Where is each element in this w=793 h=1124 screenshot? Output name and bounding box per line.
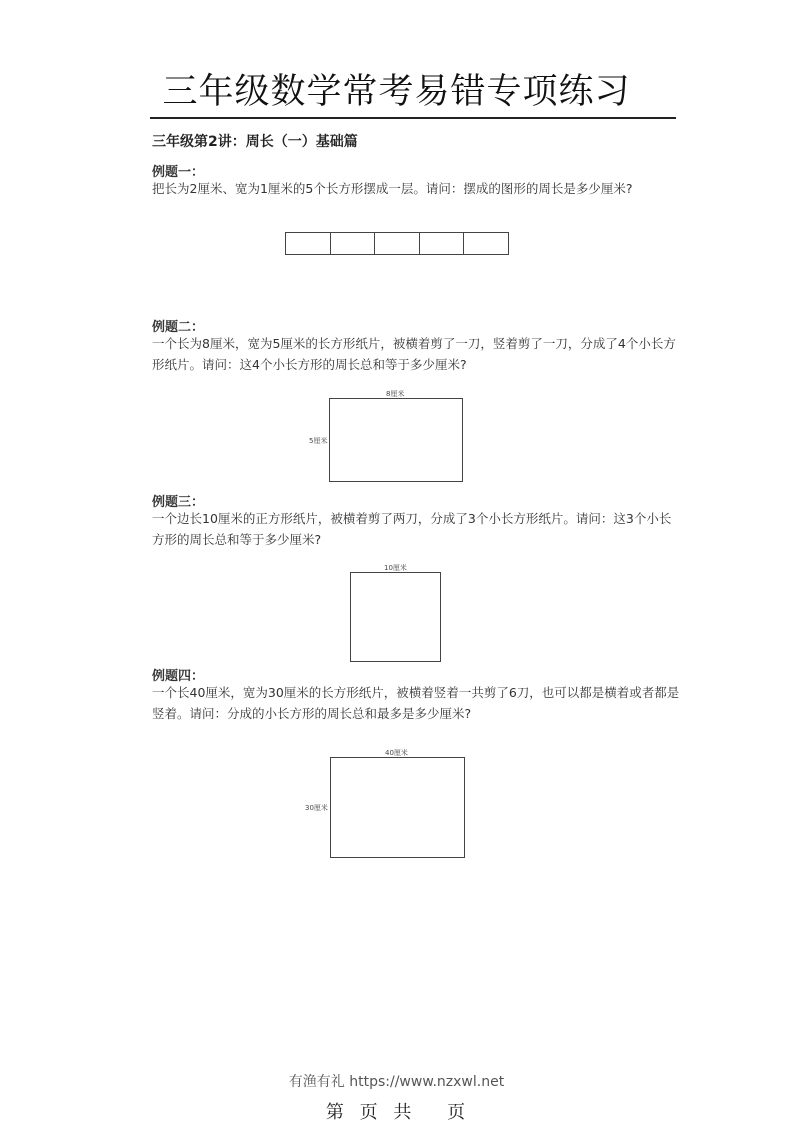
title-divider (150, 117, 676, 119)
example-4-text: 一个长40厘米，宽为30厘米的长方形纸片，被横着竖着一共剪了6刀，也可以都是横着或者都是竖着。请问：分成的小长方形的周长总和最多是多少厘米? (152, 685, 680, 721)
page-label-di: 第 (325, 1102, 346, 1123)
page-number-line (0, 1098, 793, 1124)
example-1-text: 把长为2厘米、宽为1厘米的5个长方形摆成一层。请问：摆成的图形的周长是多少厘米? (152, 181, 633, 196)
lesson-subtitle: 三年级第2讲：周长（一）基础篇 (152, 134, 358, 150)
example-3-square (350, 572, 441, 662)
rectangle-cell (285, 232, 330, 255)
example-3-side-label: 10厘米 (384, 564, 407, 572)
example-4-heading: 例题四： (152, 669, 205, 684)
page-label-ye: 页 (359, 1102, 380, 1123)
rectangle-cell (463, 232, 509, 255)
example-4-rectangle (330, 757, 465, 858)
example-2-heading: 例题二： (152, 320, 205, 335)
example-1-rectangle-strip (285, 232, 509, 255)
page-label-ye-total: 页 (447, 1102, 468, 1123)
example-3-heading: 例题三： (152, 495, 205, 510)
example-2-width-label: 5厘米 (309, 437, 328, 445)
example-4-width-label: 30厘米 (305, 804, 328, 812)
page-label-gong: 共 (393, 1102, 414, 1123)
page-title: 三年级数学常考易错专项练习 (162, 72, 631, 112)
example-2-rectangle (329, 398, 463, 482)
example-4-length-label: 40厘米 (385, 749, 408, 757)
example-2-length-label: 8厘米 (386, 390, 405, 398)
footer-website: 有渔有礼 https://www.nzxwl.net (288, 1074, 505, 1090)
rectangle-cell (330, 232, 375, 255)
example-1-heading: 例题一： (152, 165, 205, 180)
example-2-text: 一个长为8厘米，宽为5厘米的长方形纸片，被横着剪了一刀，竖着剪了一刀，分成了4个小长方形纸片。请问：这4个小长方形的周长总和等于多少厘米? (152, 336, 676, 372)
rectangle-cell (419, 232, 464, 255)
example-3-text: 一个边长10厘米的正方形纸片，被横着剪了两刀，分成了3个小长方形纸片。请问：这3个小长方形的周长总和等于多少厘米? (152, 511, 672, 547)
rectangle-cell (374, 232, 419, 255)
